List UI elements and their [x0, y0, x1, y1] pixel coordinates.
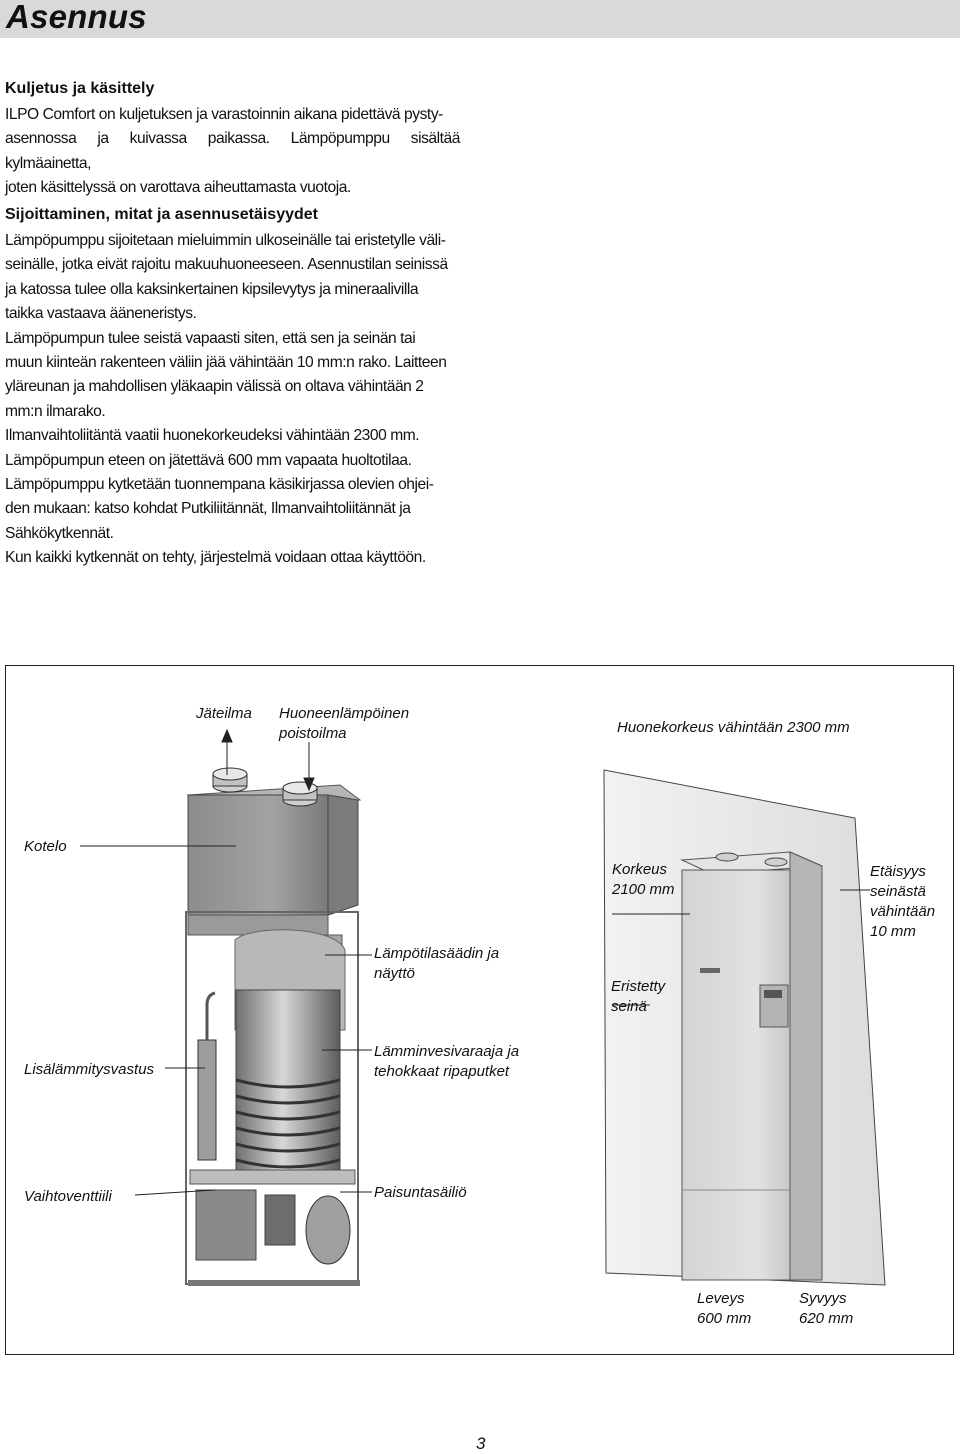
text-line: Lämpöpumppu kytketään tuonnempana käsikirjassa olevien ohjei-	[5, 476, 434, 494]
label-line: Leveys	[697, 1290, 745, 1307]
label-line: näyttö	[374, 965, 415, 982]
text-line: Ilmanvaihtoliitäntä vaatii huonekorkeudeksi vähintään 2300 mm.	[5, 427, 420, 445]
label-korkeus	[612, 860, 675, 900]
label-line: seinä	[611, 998, 647, 1015]
label-lampotilasaadin	[374, 944, 499, 984]
label-lamminvesi	[374, 1042, 519, 1082]
page-title: Asennus	[6, 0, 147, 35]
label-line: 620 mm	[799, 1310, 854, 1327]
label-poistoilma	[279, 704, 409, 744]
label-line: tehokkaat ripaputket	[374, 1063, 510, 1080]
text-line: asennossa ja kuivassa paikassa. Lämpöpumppu sisältää kylmäainetta,	[5, 130, 460, 172]
label-paisunta: Paisuntasäiliö	[374, 1184, 467, 1201]
text-line: seinälle, jotka eivät rajoitu makuuhuoneeseen. Asennustilan seinissä	[5, 256, 448, 274]
text-line: Lämpöpumpun eteen on jätettävä 600 mm vapaata huoltotilaa.	[5, 451, 412, 469]
label-line: Eristetty	[611, 978, 666, 995]
label-syvyys	[799, 1289, 853, 1329]
text-line: ja katossa tulee olla kaksinkertainen kipsilevytys ja mineraalivilla	[5, 280, 419, 298]
label-etaisyys	[870, 862, 935, 942]
text-line: taikka vastaava ääneneristys.	[5, 305, 197, 323]
text-line: Lämpöpumpun tulee seistä vapaasti siten, että sen ja seinän tai	[5, 329, 416, 347]
text-line: yläreunan ja mahdollisen yläkaapin välissä on oltava vähintään 2	[5, 378, 424, 396]
text-line: den mukaan: katso kohdat Putkiliitännät, Ilmanvaihtoliitännät ja	[5, 500, 411, 518]
label-leveys	[697, 1289, 751, 1329]
label-line: Korkeus	[612, 861, 668, 878]
label-kotelo: Kotelo	[24, 838, 67, 855]
text-line: Sähkökytkennät.	[5, 524, 114, 542]
page-number: 3	[476, 1434, 486, 1453]
label-line: Huoneenlämpöinen	[279, 705, 410, 722]
label-line: 10 mm	[870, 923, 916, 940]
text-line: mm:n ilmarako.	[5, 402, 106, 420]
text-line: Kun kaikki kytkennät on tehty, järjestelmä voidaan ottaa käyttöön.	[5, 549, 426, 567]
label-huonekorkeus: Huonekorkeus vähintään 2300 mm	[617, 719, 850, 736]
label-line: vähintään	[870, 903, 936, 920]
section-heading: Kuljetus ja käsittely	[5, 80, 155, 97]
section-heading: Sijoittaminen, mitat ja asennusetäisyydet	[5, 206, 318, 223]
text-line: Lämpöpumppu sijoitetaan mieluimmin ulkoseinälle tai eristetylle väli-	[5, 232, 446, 249]
label-line: Etäisyys	[870, 863, 926, 880]
text-line: ILPO Comfort on kuljetuksen ja varastoinnin aikana pidettävä pysty-	[5, 106, 443, 123]
text-line: muun kiinteän rakenteen väliin jää vähintään 10 mm:n rako. Laitteen	[5, 354, 447, 372]
label-line: Lämpötilasäädin ja	[374, 945, 500, 962]
label-line: seinästä	[870, 883, 926, 900]
label-line: Lämminvesivaraaja ja	[374, 1043, 520, 1060]
label-vaihtoventtiili: Vaihtoventtiili	[24, 1188, 112, 1205]
installed-unit	[604, 770, 885, 1285]
text-line: joten käsittelyssä on varottava aiheuttamasta vuotoja.	[5, 179, 351, 197]
label-line: poistoilma	[279, 725, 347, 742]
label-jateilma: Jäteilma	[196, 705, 252, 722]
label-line: 600 mm	[697, 1310, 752, 1327]
label-line: Syvyys	[799, 1290, 847, 1307]
label-lisalammitys: Lisälämmitysvastus	[24, 1061, 155, 1078]
label-line: 2100 mm	[612, 881, 675, 898]
label-eristetty	[611, 977, 665, 1017]
